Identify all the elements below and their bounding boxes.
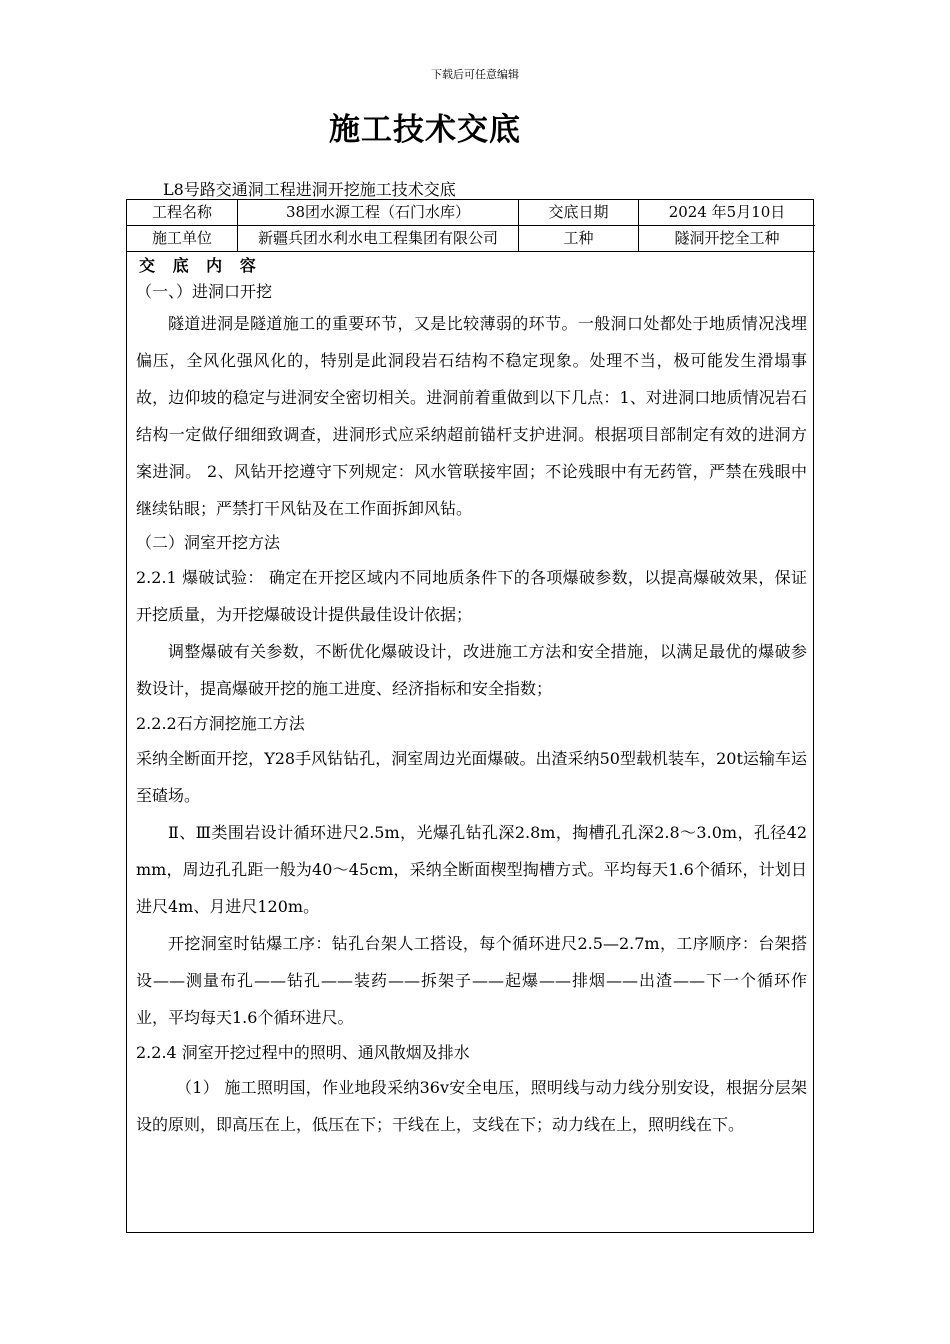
disclosure-sheet	[126, 199, 814, 1233]
construction-unit-value: 新疆兵团水利水电工程集团有限公司	[238, 226, 519, 251]
document-title: 施工技术交底	[329, 112, 521, 148]
disclosure-content	[127, 252, 815, 1143]
item-222-title: 2.2.2石方洞挖施工方法	[136, 714, 305, 733]
project-name-label: 工程名称	[127, 200, 238, 225]
item-224-title: 2.2.4 洞室开挖过程中的照明、通风散烟及排水	[136, 1043, 470, 1062]
construction-unit-label: 施工单位	[127, 226, 238, 251]
content-heading: 交 底 内 容	[139, 256, 262, 275]
header-note: 下载后可任意编辑	[431, 68, 519, 81]
item-221-paragraph: 2.2.1 爆破试验： 确定在开挖区域内不同地质条件下的各项爆破参数，以提高爆破效果，保证开挖质量，为开挖爆破设计提供最佳设计依据；	[136, 568, 807, 624]
disclosure-date-value: 2024 年5月10日	[668, 203, 786, 221]
section1-paragraph: 隧道进洞是隧道施工的重要环节，又是比较薄弱的环节。一般洞口处都处于地质情况浅埋偏压，全风化强风化的，特别是此洞段岩石结构不稳定现象。处理不当，极可能发生滑塌事故，边仰坡的稳定与进洞安全密切相关。进洞前着重做到以下几点：1、对进洞口地质情况岩石结构一定做仔细细致调查，进洞形式应采纳超前锚杆支护进洞。根据项目部制定有效的进洞方案进洞。 2、风钻开挖遵守下列规定：风水管联接牢固；不论残眼中有无药管，严禁在残眼中继续钻眼；严禁打干风钻及在工作面拆卸风钻。	[136, 314, 807, 518]
item-222-paragraph-1: 采纳全断面开挖，Y28手风钻钻孔，洞室周边光面爆破。出渣采纳50型载机装车，20t运输车运至碴场。	[136, 749, 807, 805]
work-type-value: 隧洞开挖全工种	[674, 229, 780, 247]
section1-title: （一、）进洞口开挖	[136, 282, 273, 301]
item-221b-paragraph: 调整爆破有关参数，不断优化爆破设计，改进施工方法和安全措施，以满足最优的爆破参数设计，提高爆破开挖的施工进度、经济指标和安全指数；	[136, 642, 807, 698]
section2-title: （二）洞室开挖方法	[136, 533, 281, 552]
project-name-value: 38团水源工程（石门水库）	[238, 200, 519, 225]
info-row-unit	[127, 226, 815, 252]
info-row-project	[127, 200, 815, 226]
item-222-paragraph-3: 开挖洞室时钻爆工序：钻孔台架人工搭设，每个循环进尺2.5—2.7m，工序顺序：台架搭设——测量布孔——钻孔——装药——拆架子——起爆——排烟——出渣——下一个循环作业，平均每天1.6个循环进尺。	[136, 934, 807, 1027]
work-type-label: 工种	[519, 226, 639, 251]
item-222-paragraph-2: Ⅱ、Ⅲ类围岩设计循环进尺2.5m，光爆孔钻孔深2.8m，掏槽孔孔深2.8～3.0m，孔径42 mm，周边孔孔距一般为40～45cm，采纳全断面楔型掏槽方式。平均每天1.6个循环，计划日进尺4m、月进尺120m。	[136, 823, 807, 916]
disclosure-date-label: 交底日期	[519, 200, 639, 225]
document-subtitle: L8号路交通洞工程进洞开挖施工技术交底	[163, 180, 456, 199]
item-224-paragraph-1: （1） 施工照明国，作业地段采纳36v安全电压，照明线与动力线分别安设，根据分层架设的原则，即高压在上，低压在下；干线在上，支线在下；动力线在上，照明线在下。	[136, 1078, 807, 1134]
